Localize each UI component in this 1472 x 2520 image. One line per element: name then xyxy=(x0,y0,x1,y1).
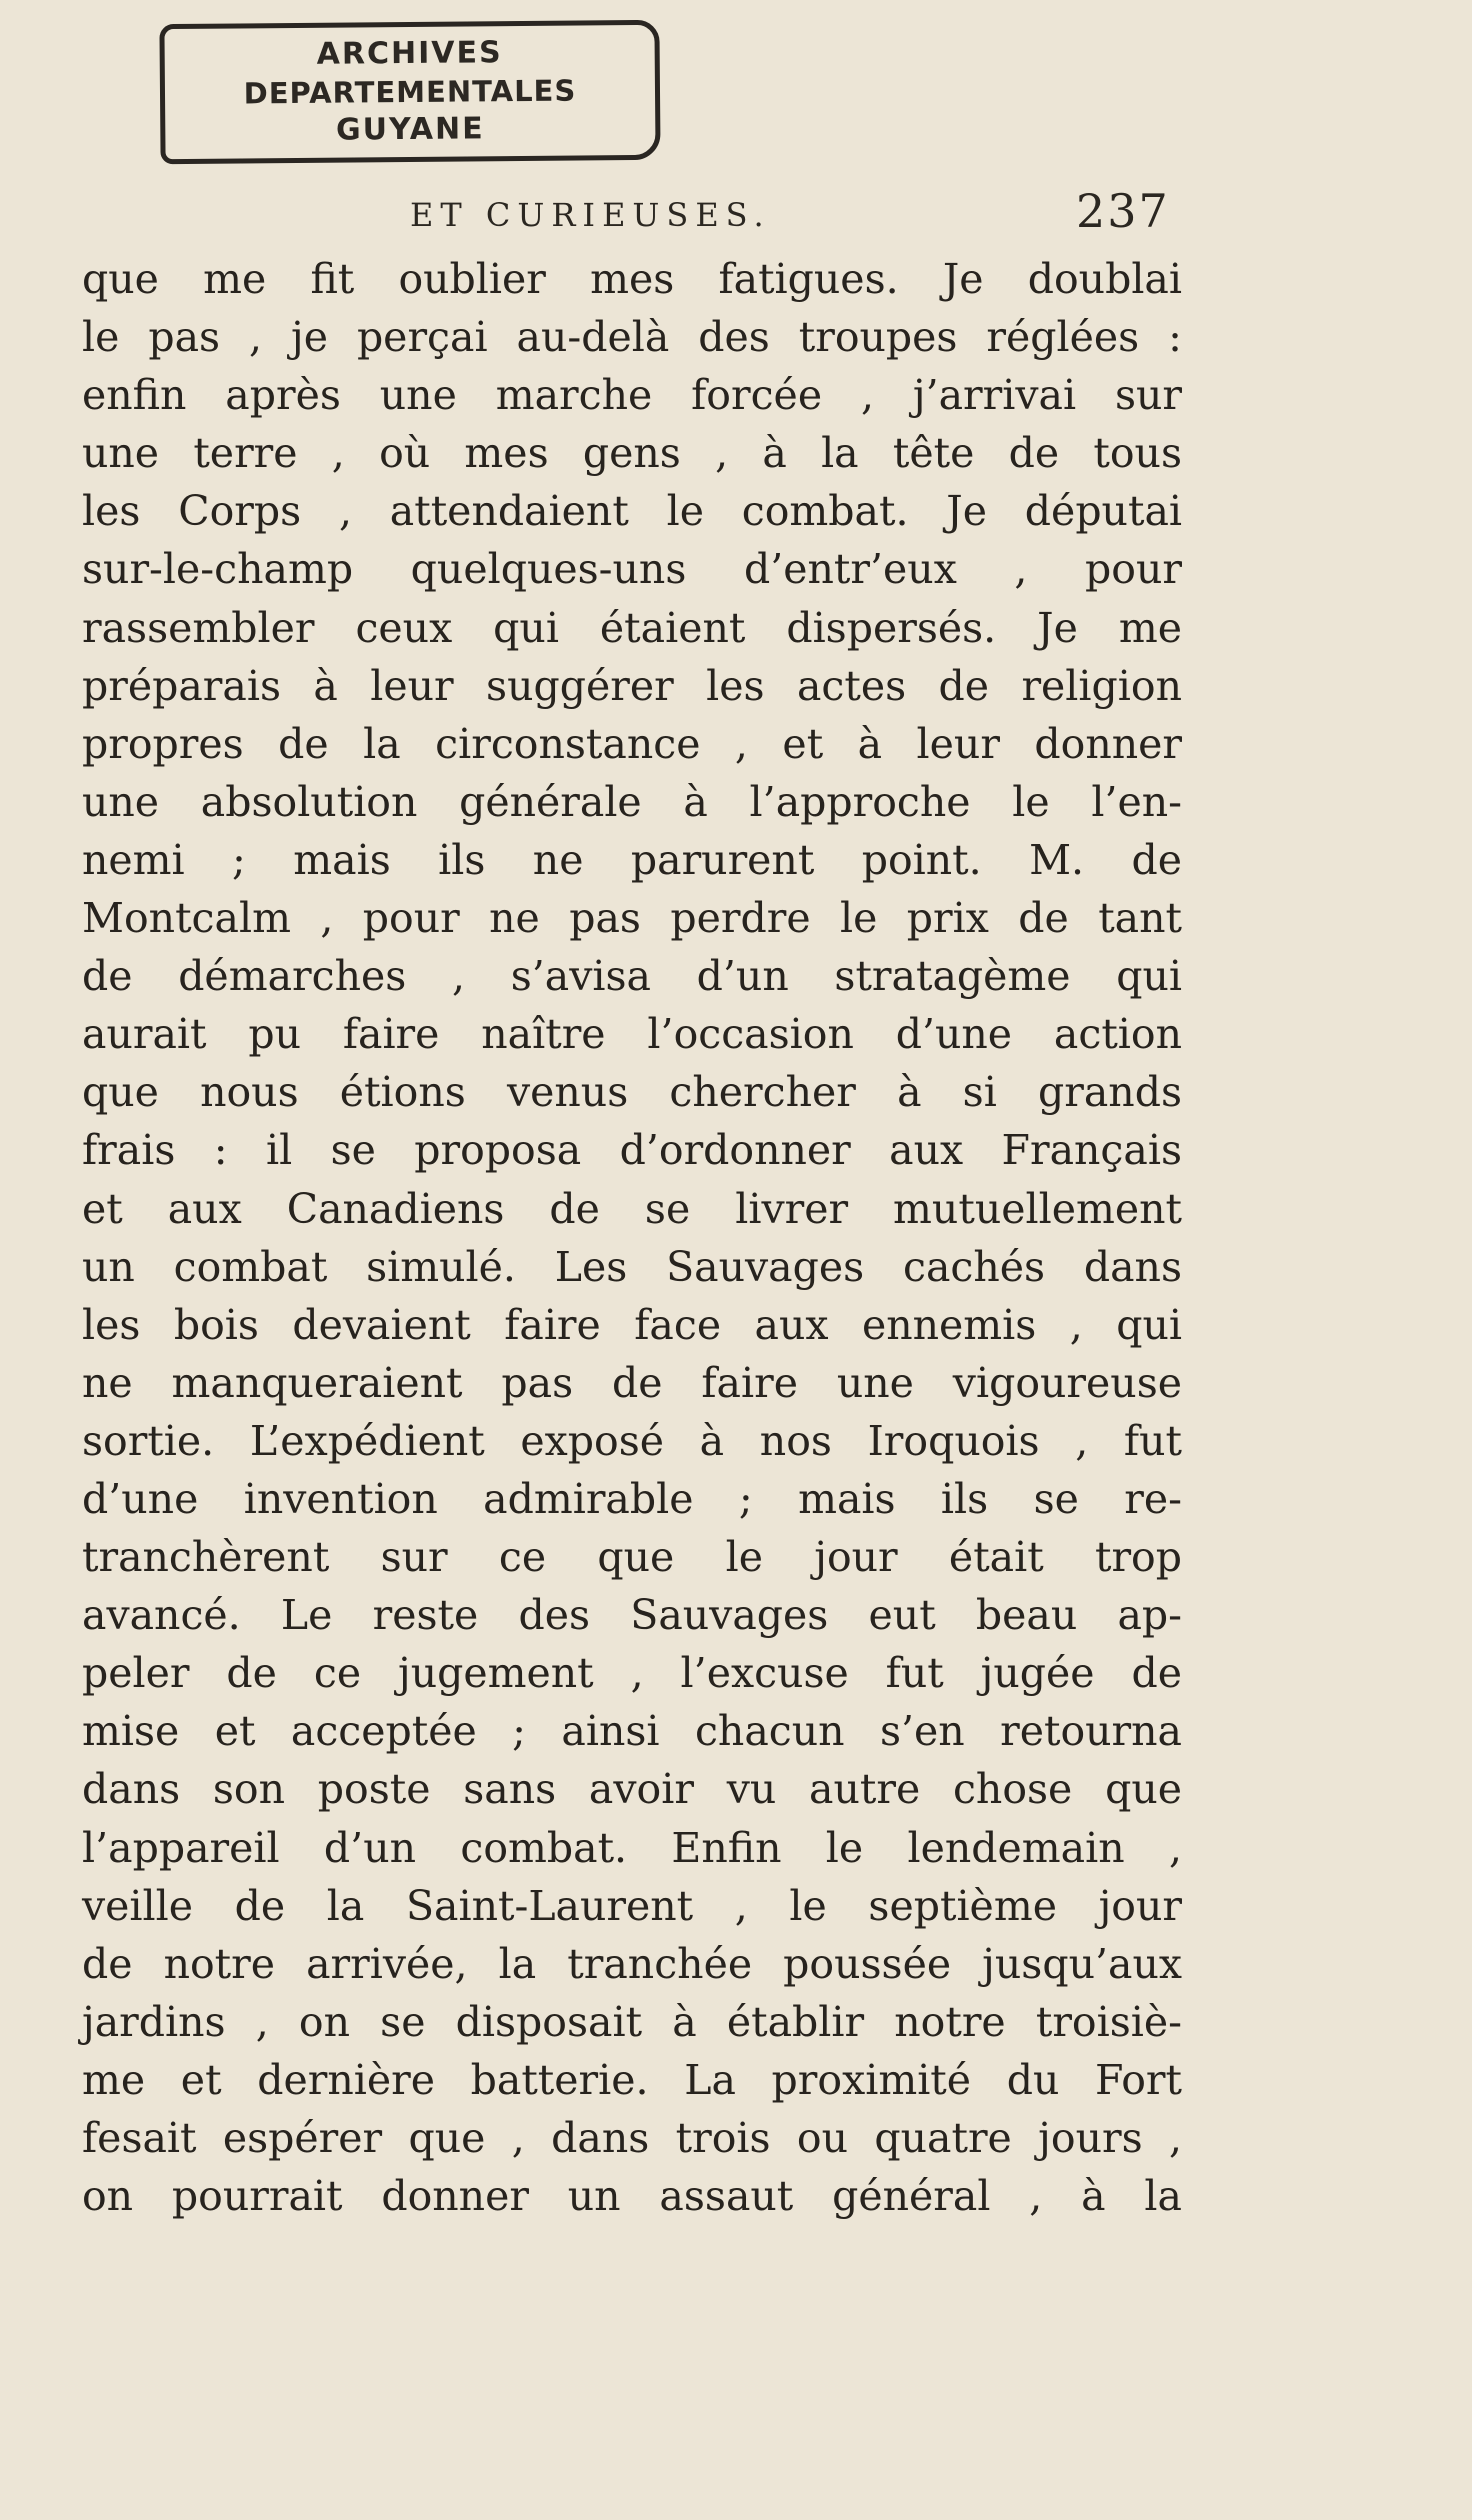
text-line: de démarches , s’avisa d’un stratagème qui xyxy=(82,952,1182,1001)
stamp-line-2: DEPARTEMENTALES xyxy=(243,73,577,111)
text-line: d’une invention admirable ; mais ils se re- xyxy=(82,1474,1182,1523)
text-line: dans son poste sans avoir vu autre chose que xyxy=(82,1765,1182,1814)
text-line: l’appareil d’un combat. Enfin le lendemain , xyxy=(82,1823,1182,1872)
stamp-line-1: ARCHIVES xyxy=(316,35,503,72)
text-line: fesait espérer que , dans trois ou quatre jours , xyxy=(82,2114,1182,2162)
page-number: 237 xyxy=(1076,184,1170,238)
text-line: le pas , je perçai au-delà des troupes réglées : xyxy=(82,313,1182,362)
text-line: de notre arrivée, la tranchée poussée jusqu’aux xyxy=(82,1939,1182,1988)
text-line: les Corps , attendaient le combat. Je députai xyxy=(82,487,1182,536)
text-line: sortie. L’expédient exposé à nos Iroquois , fut xyxy=(82,1416,1182,1465)
text-line: les bois devaient faire face aux ennemis , qui xyxy=(82,1300,1182,1349)
running-head: ET CURIEUSES. xyxy=(410,196,771,234)
text-line: un combat simulé. Les Sauvages cachés dans xyxy=(82,1242,1182,1291)
text-line: aurait pu faire naître l’occasion d’une action xyxy=(82,1010,1182,1059)
text-line: une terre , où mes gens , à la tête de tous xyxy=(82,429,1182,478)
text-line: rassembler ceux qui étaient dispersés. Je me xyxy=(82,603,1182,652)
text-line: jardins , on se disposait à établir notre troisiè- xyxy=(82,1997,1182,2046)
stamp-line-3: GUYANE xyxy=(335,111,485,148)
text-line: que nous étions venus chercher à si grands xyxy=(82,1068,1182,1117)
text-line: on pourrait donner un assaut général , à la xyxy=(82,2172,1182,2221)
text-line: que me fit oublier mes fatigues. Je doublai xyxy=(82,255,1182,303)
text-line: avancé. Le reste des Sauvages eut beau ap- xyxy=(82,1591,1182,1640)
text-line: frais : il se proposa d’ordonner aux Français xyxy=(82,1126,1182,1175)
text-line: mise et acceptée ; ainsi chacun s’en retourna xyxy=(82,1707,1182,1756)
text-line: enfin après une marche forcée , j’arrivai sur xyxy=(82,371,1182,420)
text-line: me et dernière batterie. La proximité du Fort xyxy=(82,2055,1182,2104)
archives-stamp xyxy=(159,20,660,164)
text-line: une absolution générale à l’approche le l’en- xyxy=(82,777,1182,826)
text-line: tranchèrent sur ce que le jour était trop xyxy=(82,1533,1182,1582)
text-line: Montcalm , pour ne pas perdre le prix de tant xyxy=(82,894,1182,943)
text-line: sur-le-champ quelques-uns d’entr’eux , pour xyxy=(82,545,1182,594)
text-line: veille de la Saint-Laurent , le septième jour xyxy=(82,1881,1182,1930)
text-line: propres de la circonstance , et à leur donner xyxy=(82,719,1182,768)
text-line: et aux Canadiens de se livrer mutuellement xyxy=(82,1184,1182,1233)
text-line: préparais à leur suggérer les actes de religion xyxy=(82,661,1182,710)
text-line: nemi ; mais ils ne parurent point. M. de xyxy=(82,835,1182,884)
text-body xyxy=(82,250,1182,2225)
text-line: ne manqueraient pas de faire une vigoureuse xyxy=(82,1358,1182,1407)
text-line: peler de ce jugement , l’excuse fut jugée de xyxy=(82,1649,1182,1698)
